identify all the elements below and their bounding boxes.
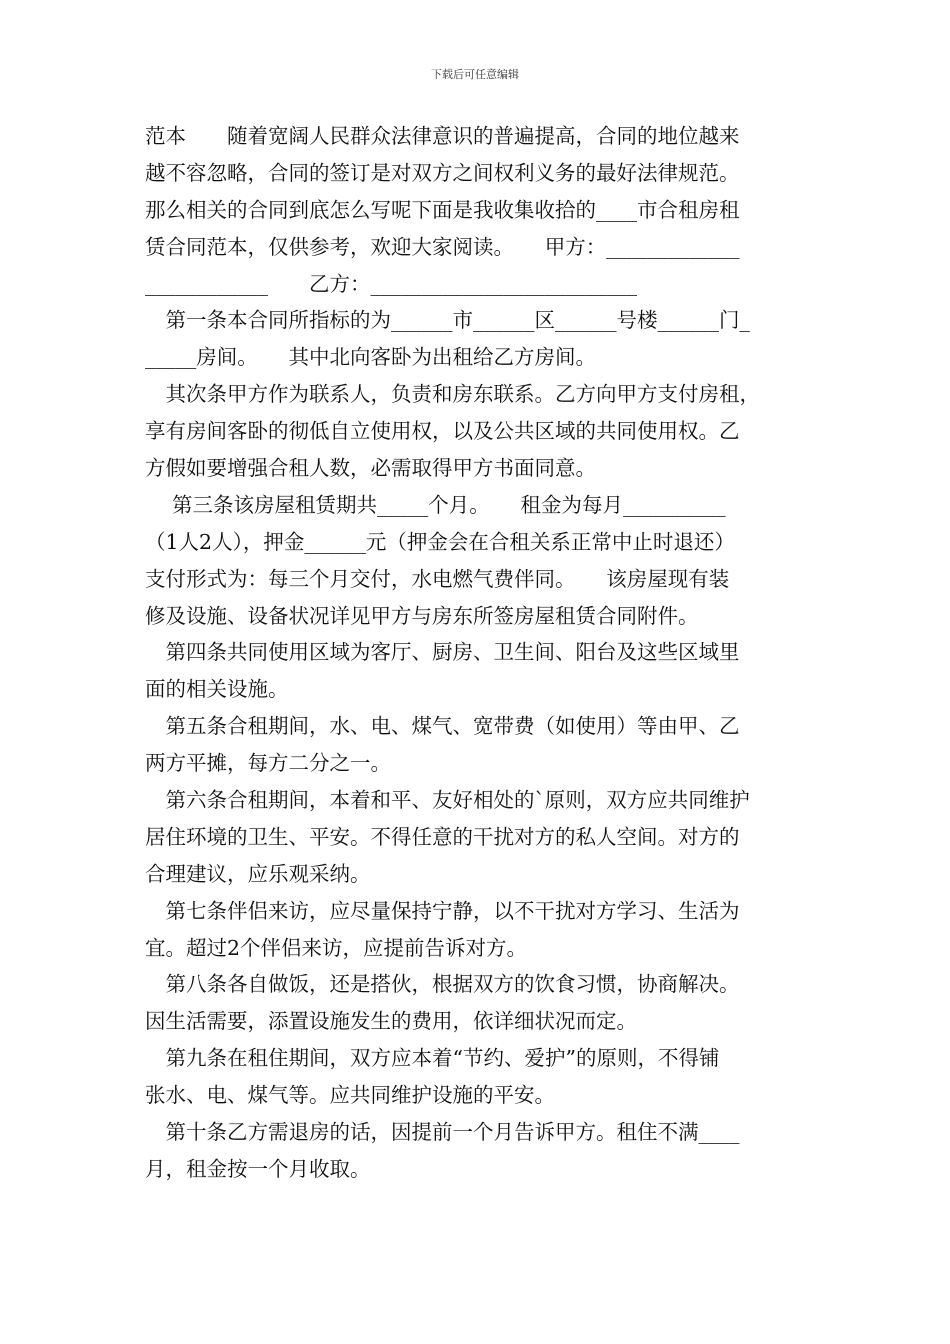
text-line: 宜。超过2个伴侣来访，应提前告诉对方。 [145,935,528,960]
text-line: 方假如要增强合租人数，必需取得甲方书面同意。 [145,456,596,481]
text-line: 月，租金按一个月收取。 [145,1156,371,1181]
text-line: _____房间。 其中北向客卧为出租给乙方房间。 [145,345,596,370]
article-10-line: 第十条乙方需退房的话，因提前一个月告诉甲方。租住不满____ [145,1120,740,1145]
text-line: 范本 随着宽阔人民群众法律意识的普遍提高，合同的地位越来 [145,124,740,148]
text-line: 修及设施、设备状况详见甲方与房东所签房屋租赁合同附件。 [145,603,699,628]
article-1-line: 第一条本合同所指标的为______市______区______号楼______门_ [145,308,750,333]
text-line: 张水、电、煤气等。应共同维护设施的平安。 [145,1083,555,1108]
text-line: 面的相关设施。 [145,677,289,702]
text-line: 因生活需要，添置设施发生的费用，依详细状况而定。 [145,1009,637,1034]
text-line: （1人2人），押金______元（押金会在合租关系正常中止时退还） [145,529,735,554]
contract-body [145,118,815,1188]
text-line: 两方平摊，每方二分之一。 [145,751,391,776]
article-8-line: 第八条各自做饭，还是搭伙，根据双方的饮食习惯，协商解决。 [145,972,740,997]
article-9-line: 第九条在租住期间，双方应本着“节约、爱护”的原则，不得铺 [145,1046,720,1071]
article-6-line: 第六条合租期间，本着和平、友好相处的`原则，双方应共同维护 [145,788,750,813]
text-line: ____________ 乙方：__________________________ [145,271,637,296]
article-4-line: 第四条共同使用区域为客厅、厨房、卫生间、阳台及这些区域里 [145,640,740,665]
text-line: 合理建议，应乐观采纳。 [145,861,371,886]
text-line: 居住环境的卫生、平安。不得任意的干扰对方的私人空间。对方的 [145,824,740,849]
article-3-line: 第三条该房屋租赁期共_____个月。 租金为每月__________ [145,492,726,517]
article-5-line: 第五条合租期间，水、电、煤气、宽带费（如使用）等由甲、乙 [145,714,740,739]
text-line: 越不容忽略，合同的签订是对双方之间权利义务的最好法律规范。 [145,160,740,185]
text-line: 那么相关的合同到底怎么写呢下面是我收集收拾的____市合租房租 [145,197,740,222]
article-2-line: 其次条甲方作为联系人，负责和房东联系。乙方向甲方支付房租， [145,382,760,407]
article-7-line: 第七条伴侣来访，应尽量保持宁静，以不干扰对方学习、生活为 [145,898,740,923]
text-line: 支付形式为：每三个月交付，水电燃气费伴同。 该房屋现有装 [145,566,730,591]
page-header: 下载后可任意编辑 [431,68,519,81]
text-line: 赁合同范本，仅供参考，欢迎大家阅读。 甲方：_____________ [145,234,740,259]
text-line: 享有房间客卧的彻低自立使用权，以及公共区域的共同使用权。乙 [145,419,740,444]
